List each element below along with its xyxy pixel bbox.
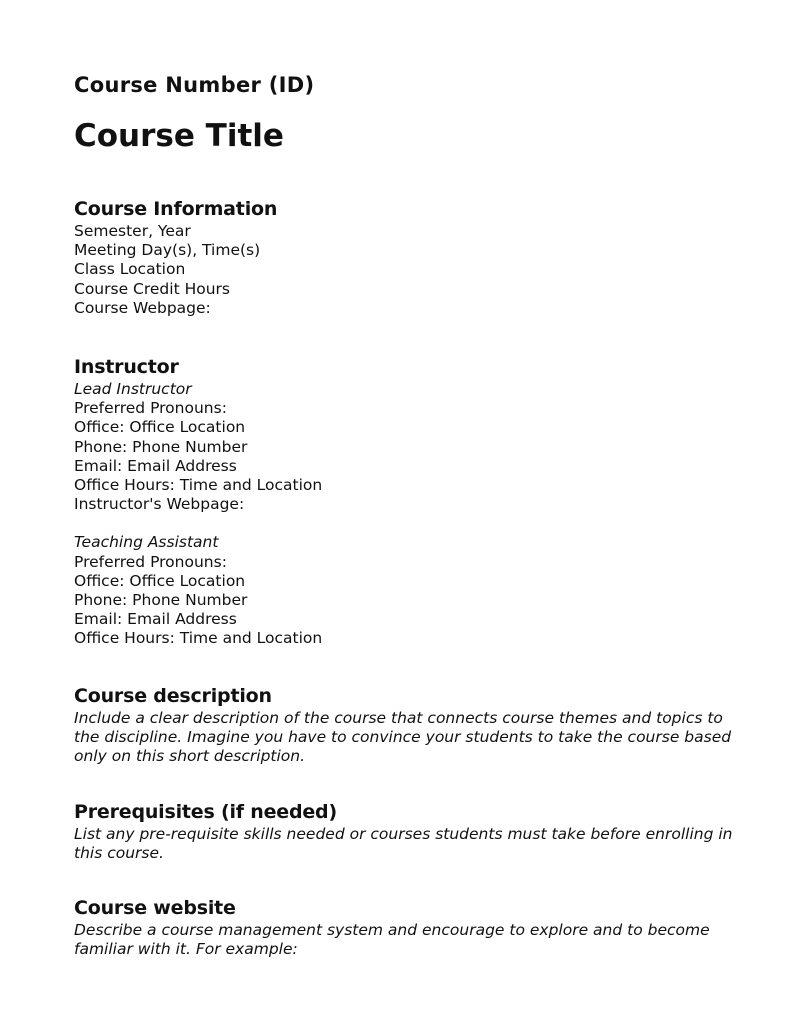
- lead-email: Email: Email Address: [74, 456, 237, 475]
- lead-office-hours: Office Hours: Time and Location: [74, 476, 323, 495]
- lead-office: Office: Office Location: [74, 418, 246, 437]
- ta-office: Office: Office Location: [74, 571, 246, 590]
- teaching-assistant-block: [74, 533, 800, 648]
- prerequisites-heading: Prerequisites (if needed): [74, 800, 337, 823]
- instructor-heading: Instructor: [74, 356, 179, 379]
- lead-phone: Phone: Phone Number: [74, 437, 248, 456]
- course-website-text: Describe a course management system and encourage to explore and to become familiar with it. For example:: [74, 921, 710, 959]
- teaching-assistant-label: Teaching Assistant: [74, 533, 219, 552]
- course-title: Course Title: [74, 118, 284, 154]
- course-webpage: Course Webpage:: [74, 298, 211, 317]
- course-website-heading: Course website: [74, 897, 236, 920]
- class-location: Class Location: [74, 260, 186, 279]
- semester-year: Semester, Year: [74, 222, 191, 240]
- course-information-section: [74, 196, 800, 318]
- lead-pronouns: Preferred Pronouns:: [74, 399, 227, 418]
- meeting-times: Meeting Day(s), Time(s): [74, 241, 261, 260]
- ta-office-hours: Office Hours: Time and Location: [74, 629, 323, 648]
- lead-instructor-label: Lead Instructor: [74, 380, 192, 399]
- course-website-section: [74, 895, 800, 960]
- ta-email: Email: Email Address: [74, 610, 237, 629]
- prerequisites-text: List any pre-requisite skills needed or courses students must take before enrolling in this course.: [74, 824, 733, 862]
- course-description-section: [74, 683, 800, 767]
- ta-phone: Phone: Phone Number: [74, 591, 248, 610]
- course-information-heading: Course Information: [74, 198, 278, 220]
- instructor-webpage: Instructor's Webpage:: [74, 495, 245, 514]
- instructor-section: [74, 354, 800, 649]
- course-description-heading: Course description: [74, 684, 272, 707]
- prerequisites-section: [74, 799, 800, 864]
- course-number: Course Number (ID): [74, 73, 315, 97]
- course-description-text: Include a clear description of the course that connects course themes and topics to the discipline. Imagine you have to convince your students to take the course based only on this short description.: [74, 708, 732, 766]
- ta-pronouns: Preferred Pronouns:: [74, 552, 227, 571]
- credit-hours: Course Credit Hours: [74, 279, 230, 298]
